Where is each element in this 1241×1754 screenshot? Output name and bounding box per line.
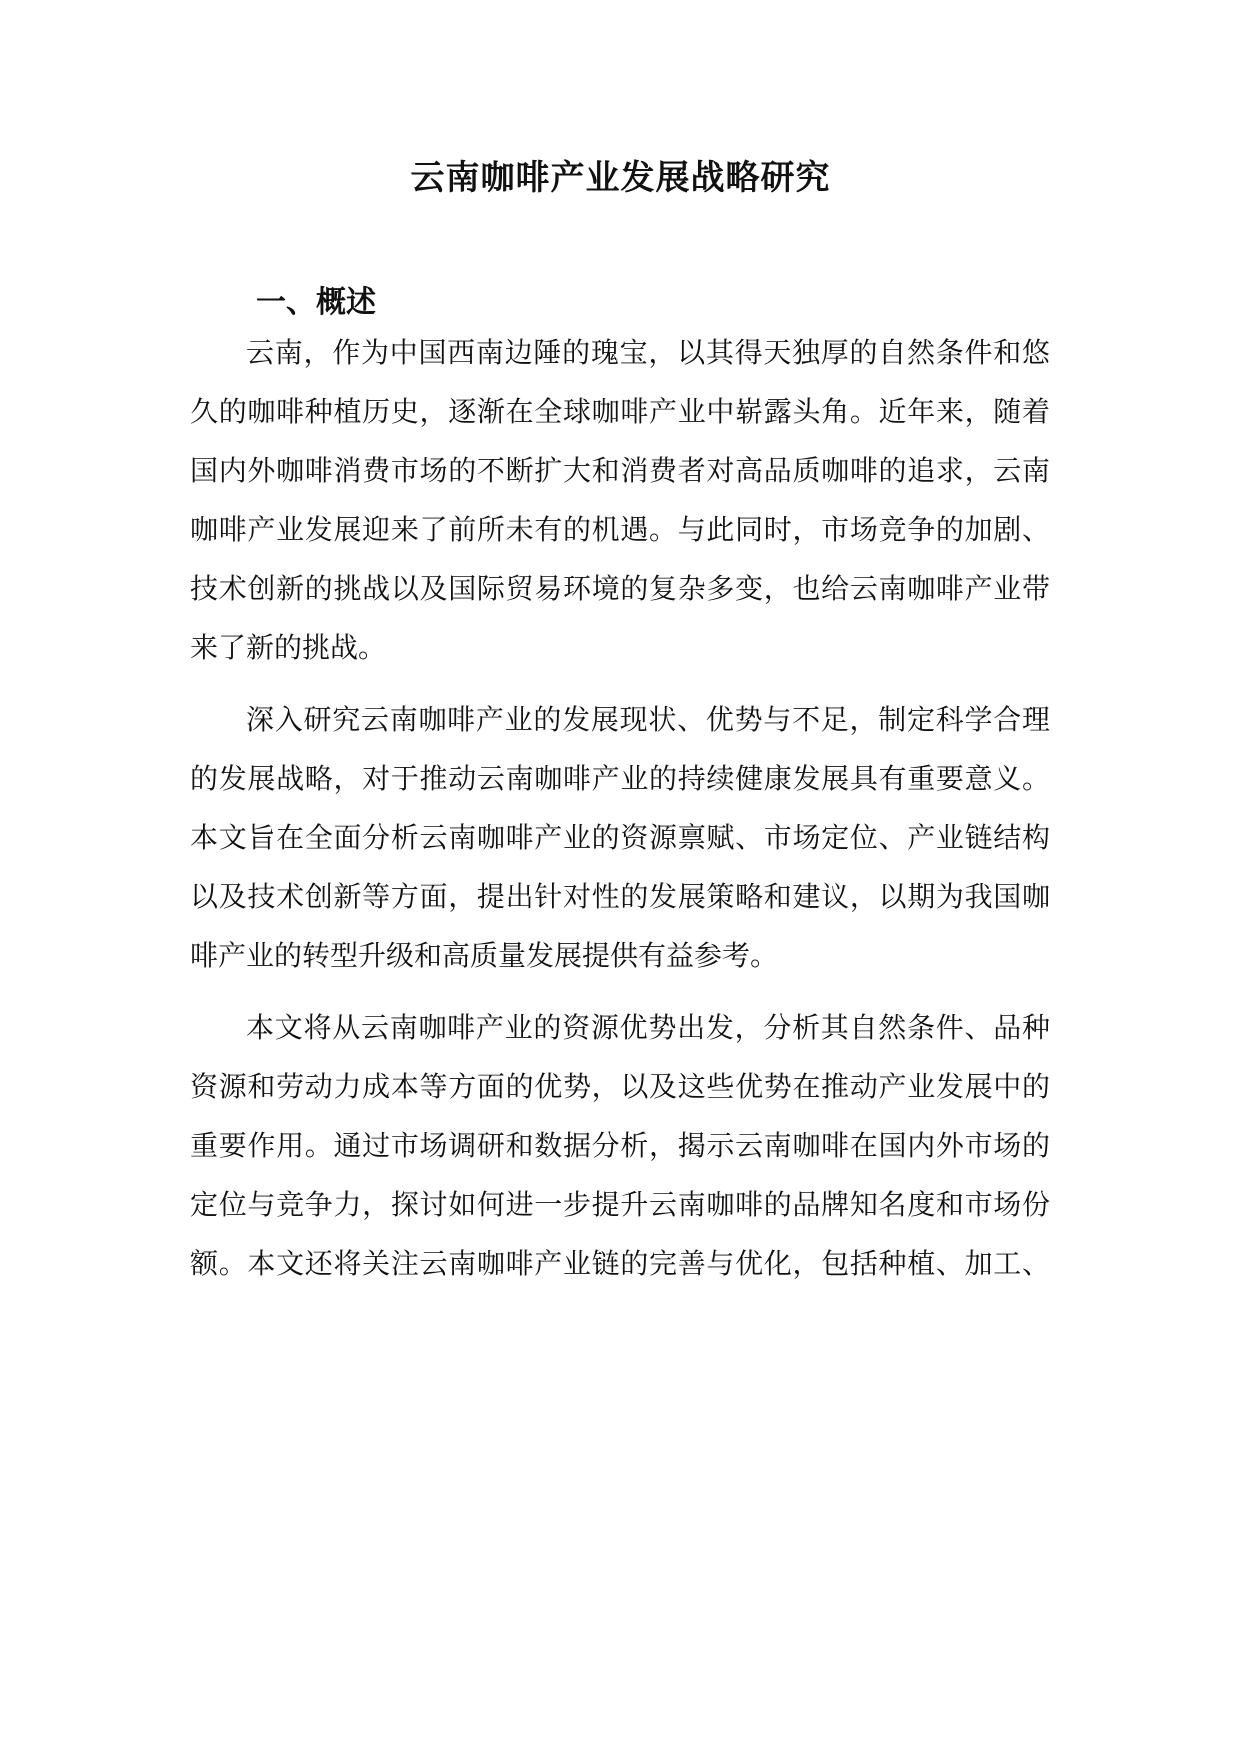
section-heading: 一、概述 xyxy=(256,285,376,320)
paragraph-line: 国内外咖啡消费市场的不断扩大和消费者对高品质咖啡的追求，云南 xyxy=(190,454,1050,487)
paragraph-line: 定位与竞争力，探讨如何进一步提升云南咖啡的品牌知名度和市场份 xyxy=(190,1188,1050,1221)
paragraph-line: 以及技术创新等方面，提出针对性的发展策略和建议，以期为我国咖 xyxy=(190,880,1050,913)
paragraph-line: 啡产业的转型升级和高质量发展提供有益参考。 xyxy=(190,939,779,972)
paragraph-line: 咖啡产业发展迎来了前所未有的机遇。与此同时，市场竞争的加剧、 xyxy=(190,513,1050,546)
paragraph-line: 技术创新的挑战以及国际贸易环境的复杂多变，也给云南咖啡产业带 xyxy=(190,572,1050,605)
paragraph-line: 本文旨在全面分析云南咖啡产业的资源禀赋、市场定位、产业链结构 xyxy=(190,821,1050,854)
paragraph-line: 本文将从云南咖啡产业的资源优势出发，分析其自然条件、品种 xyxy=(246,1011,1050,1044)
paragraph-line: 额。本文还将关注云南咖啡产业链的完善与优化，包括种植、加工、 xyxy=(190,1247,1050,1280)
document-title: 云南咖啡产业发展战略研究 xyxy=(410,158,831,198)
paragraph-line: 云南，作为中国西南边陲的瑰宝，以其得天独厚的自然条件和悠 xyxy=(246,336,1050,369)
paragraph-line: 来了新的挑战。 xyxy=(190,631,387,664)
paragraph-line: 深入研究云南咖啡产业的发展现状、优势与不足，制定科学合理 xyxy=(246,703,1050,736)
paragraph-line: 重要作用。通过市场调研和数据分析，揭示云南咖啡在国内外市场的 xyxy=(190,1129,1050,1162)
paragraph-line: 资源和劳动力成本等方面的优势，以及这些优势在推动产业发展中的 xyxy=(190,1070,1050,1103)
paragraph-line: 久的咖啡种植历史，逐渐在全球咖啡产业中崭露头角。近年来，随着 xyxy=(190,395,1050,428)
paragraph-line: 的发展战略，对于推动云南咖啡产业的持续健康发展具有重要意义。 xyxy=(190,762,1050,795)
